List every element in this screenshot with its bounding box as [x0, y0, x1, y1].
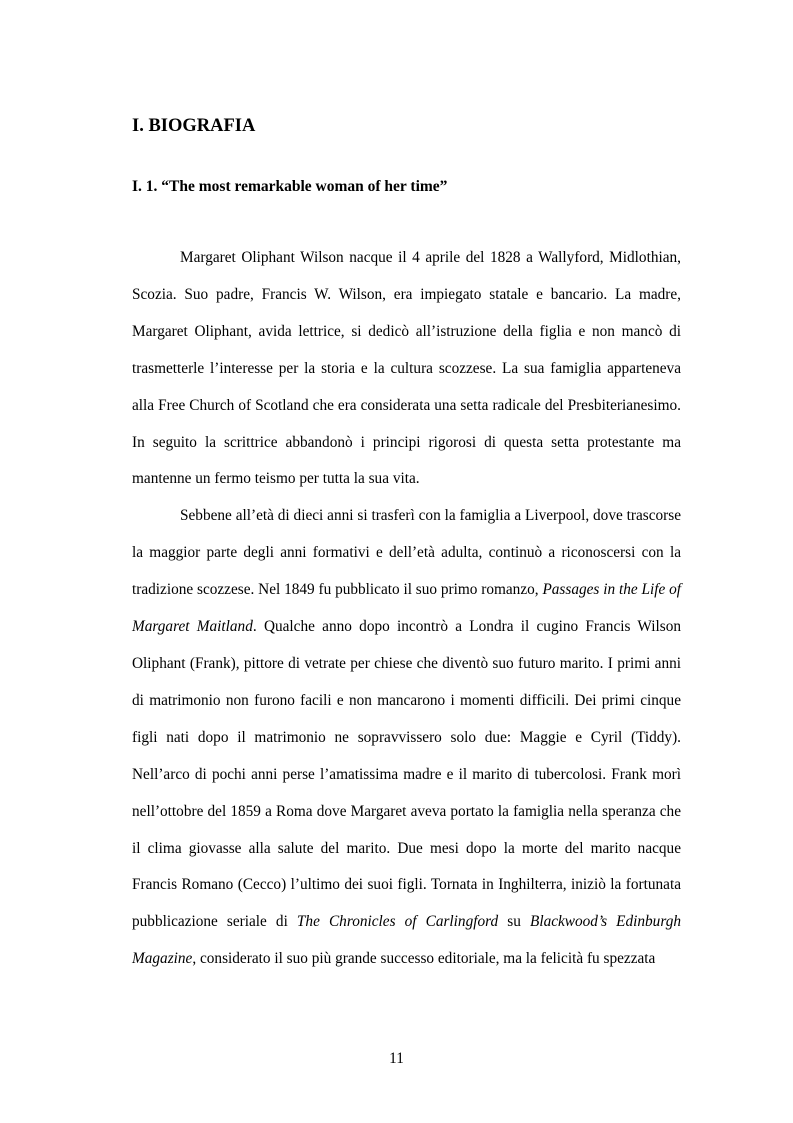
paragraph-2-text-4: , considerato il suo più grande successo editoriale, ma la felicità fu spezzata	[192, 950, 656, 968]
magazine-title-blackwoods: Blackwood’s Edinburgh Magazine	[132, 913, 681, 968]
paragraph-2	[132, 498, 681, 978]
section-title: I. 1. “The most remarkable woman of her time”	[132, 178, 448, 195]
page-number: 11	[389, 1050, 404, 1067]
paragraph-2-text-3: su	[498, 913, 530, 931]
chapter-title: I. BIOGRAFIA	[132, 116, 256, 136]
paragraph-2-text-2: . Qualche anno dopo incontrò a Londra il cugino Francis Wilson Oliphant (Frank), pittore di vetrate per chiese che diventò suo futuro marito. I primi anni di matrimonio non furono facili e non mancarono i momenti difficili. Dei primi cinque figli nati dopo il matrimonio ne sopravvissero solo due: Maggie e Cyril (Tiddy). Nell’arco di pochi anni perse l’amatissima madre e il marito di tubercolosi. Frank morì nell’ottobre del 1859 a Roma dove Margaret aveva portato la famiglia nella speranza che il clima giovasse alla salute del marito. Due mesi dopo la morte del marito nacque Francis Romano (Cecco) l’ultimo dei suoi figli. Tornata in Inghilterra, iniziò la fortunata pubblicazione seriale di	[132, 618, 681, 931]
body-text	[132, 240, 681, 978]
book-title-chronicles-of-carlingford: The Chronicles of Carlingford	[296, 913, 499, 931]
book-title-margaret-maitland: Passages in the Life of Margaret Maitland	[132, 581, 681, 636]
paragraph-1: Margaret Oliphant Wilson nacque il 4 aprile del 1828 a Wallyford, Midlothian, Scozia. Suo padre, Francis W. Wilson, era impiegato statale e bancario. La madre, Margaret Oliphant, avida lettrice, si dedicò all’istruzione della figlia e non mancò di trasmetterle l’interesse per la storia e la cultura scozzese. La sua famiglia apparteneva alla Free Church of Scotland che era considerata una setta radicale del Presbiterianesimo. In seguito la scrittrice abbandonò i principi rigorosi di questa setta protestante ma mantenne un fermo teismo per tutta la sua vita.	[132, 249, 681, 488]
paragraph-2-text-1: Sebbene all’età di dieci anni si trasferì con la famiglia a Liverpool, dove trascorse la maggior parte degli anni formativi e dell’età adulta, continuò a riconoscersi con la tradizione scozzese. Nel 1849 fu pubblicato il suo primo romanzo,	[132, 507, 681, 599]
